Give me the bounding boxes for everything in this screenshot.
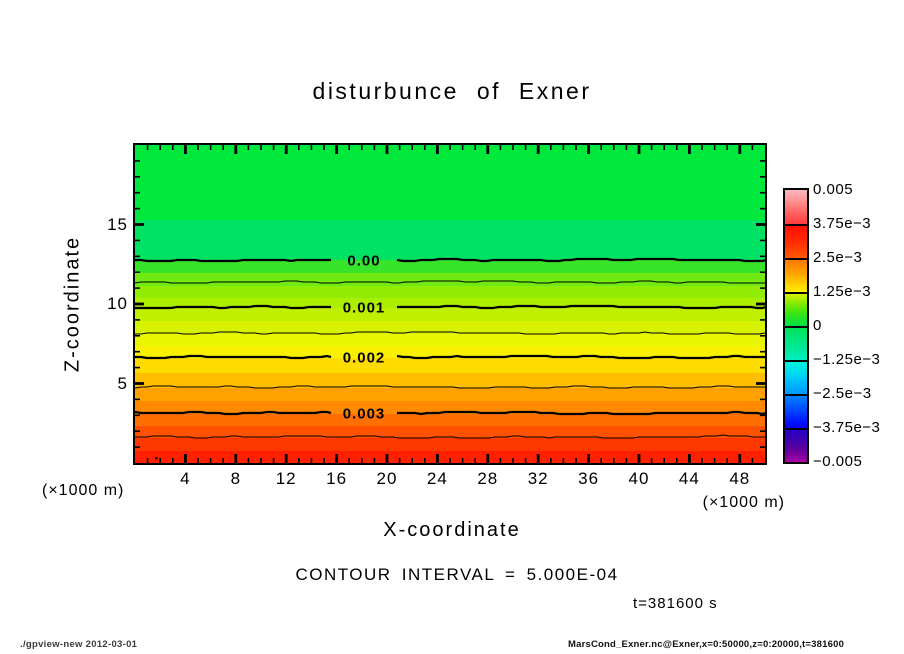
colorbar-segment — [785, 258, 807, 292]
contour-label: 0.002 — [342, 349, 386, 367]
x-tick-label: 12 — [275, 469, 297, 488]
colorbar-tick-label: 1.25e−3 — [813, 283, 872, 300]
x-tick-label: 8 — [230, 469, 242, 488]
colorbar-tick-label: 3.75e−3 — [813, 215, 872, 232]
colorbar-segment — [785, 360, 807, 394]
footer-source-stamp: MarsCond_Exner.nc@Exner,x=0:50000,z=0:20000,t=381600 — [568, 639, 845, 650]
colorbar-tick-label: 0 — [813, 317, 822, 334]
colorbar-tick-label: −3.75e−3 — [813, 419, 881, 436]
plot-area — [133, 143, 767, 465]
fill-band — [135, 286, 765, 298]
colorbar-tick-label: −0.005 — [813, 453, 863, 470]
time-annotation: t=381600 s — [633, 595, 718, 612]
contour-interval-caption: CONTOUR INTERVAL = 5.000E-04 — [295, 565, 619, 584]
contour-label: 0.001 — [342, 299, 386, 317]
colorbar-segment — [785, 428, 807, 462]
z-tick-label: 5 — [117, 373, 128, 393]
fill-band — [135, 334, 765, 346]
colorbar-segment — [785, 292, 807, 326]
contour-label: 0.00 — [347, 252, 381, 270]
colorbar-segment — [785, 326, 807, 360]
fill-band — [135, 388, 765, 401]
plot-speck — [155, 457, 158, 460]
fill-band — [135, 220, 765, 260]
contour-plot — [135, 145, 765, 463]
colorbar-segment — [785, 224, 807, 258]
page-title: disturbunce of Exner — [312, 78, 592, 104]
x-tick-label: 4 — [180, 469, 191, 488]
x-axis-unit-left: (×1000 m) — [42, 482, 125, 499]
contour-label: 0.003 — [342, 405, 386, 423]
footer-command-stamp: ./gpview-new 2012-03-01 — [20, 639, 138, 650]
x-tick-label: 16 — [326, 469, 348, 488]
colorbar-tick-label: 0.005 — [813, 181, 854, 198]
x-tick-label: 40 — [628, 469, 650, 488]
x-tick-label: 36 — [578, 469, 600, 488]
x-axis-unit-right: (×1000 m) — [702, 494, 785, 511]
x-tick-label: 24 — [426, 469, 448, 488]
z-axis-label: Z-coordinate — [61, 235, 84, 373]
x-tick-label: 20 — [376, 469, 398, 488]
colorbar-segment — [785, 190, 807, 224]
fill-band — [135, 414, 765, 426]
fill-band — [135, 145, 765, 220]
z-tick-label: 10 — [107, 294, 128, 313]
fill-band — [135, 358, 765, 373]
x-tick-label: 32 — [527, 469, 549, 488]
fill-band — [135, 308, 765, 321]
colorbar-tick-label: −2.5e−3 — [813, 385, 872, 402]
fill-band — [135, 273, 765, 286]
x-tick-label: 48 — [729, 469, 751, 488]
contour-line — [135, 260, 331, 261]
z-tick-label: 15 — [107, 214, 128, 234]
colorbar — [783, 188, 809, 464]
x-axis-label: X-coordinate — [383, 519, 521, 541]
fill-band — [135, 438, 765, 451]
colorbar-tick-label: −1.25e−3 — [813, 351, 881, 368]
x-tick-label: 44 — [678, 469, 700, 488]
colorbar-segment — [785, 394, 807, 428]
x-tick-label: 28 — [477, 469, 499, 488]
colorbar-tick-label: 2.5e−3 — [813, 249, 863, 266]
